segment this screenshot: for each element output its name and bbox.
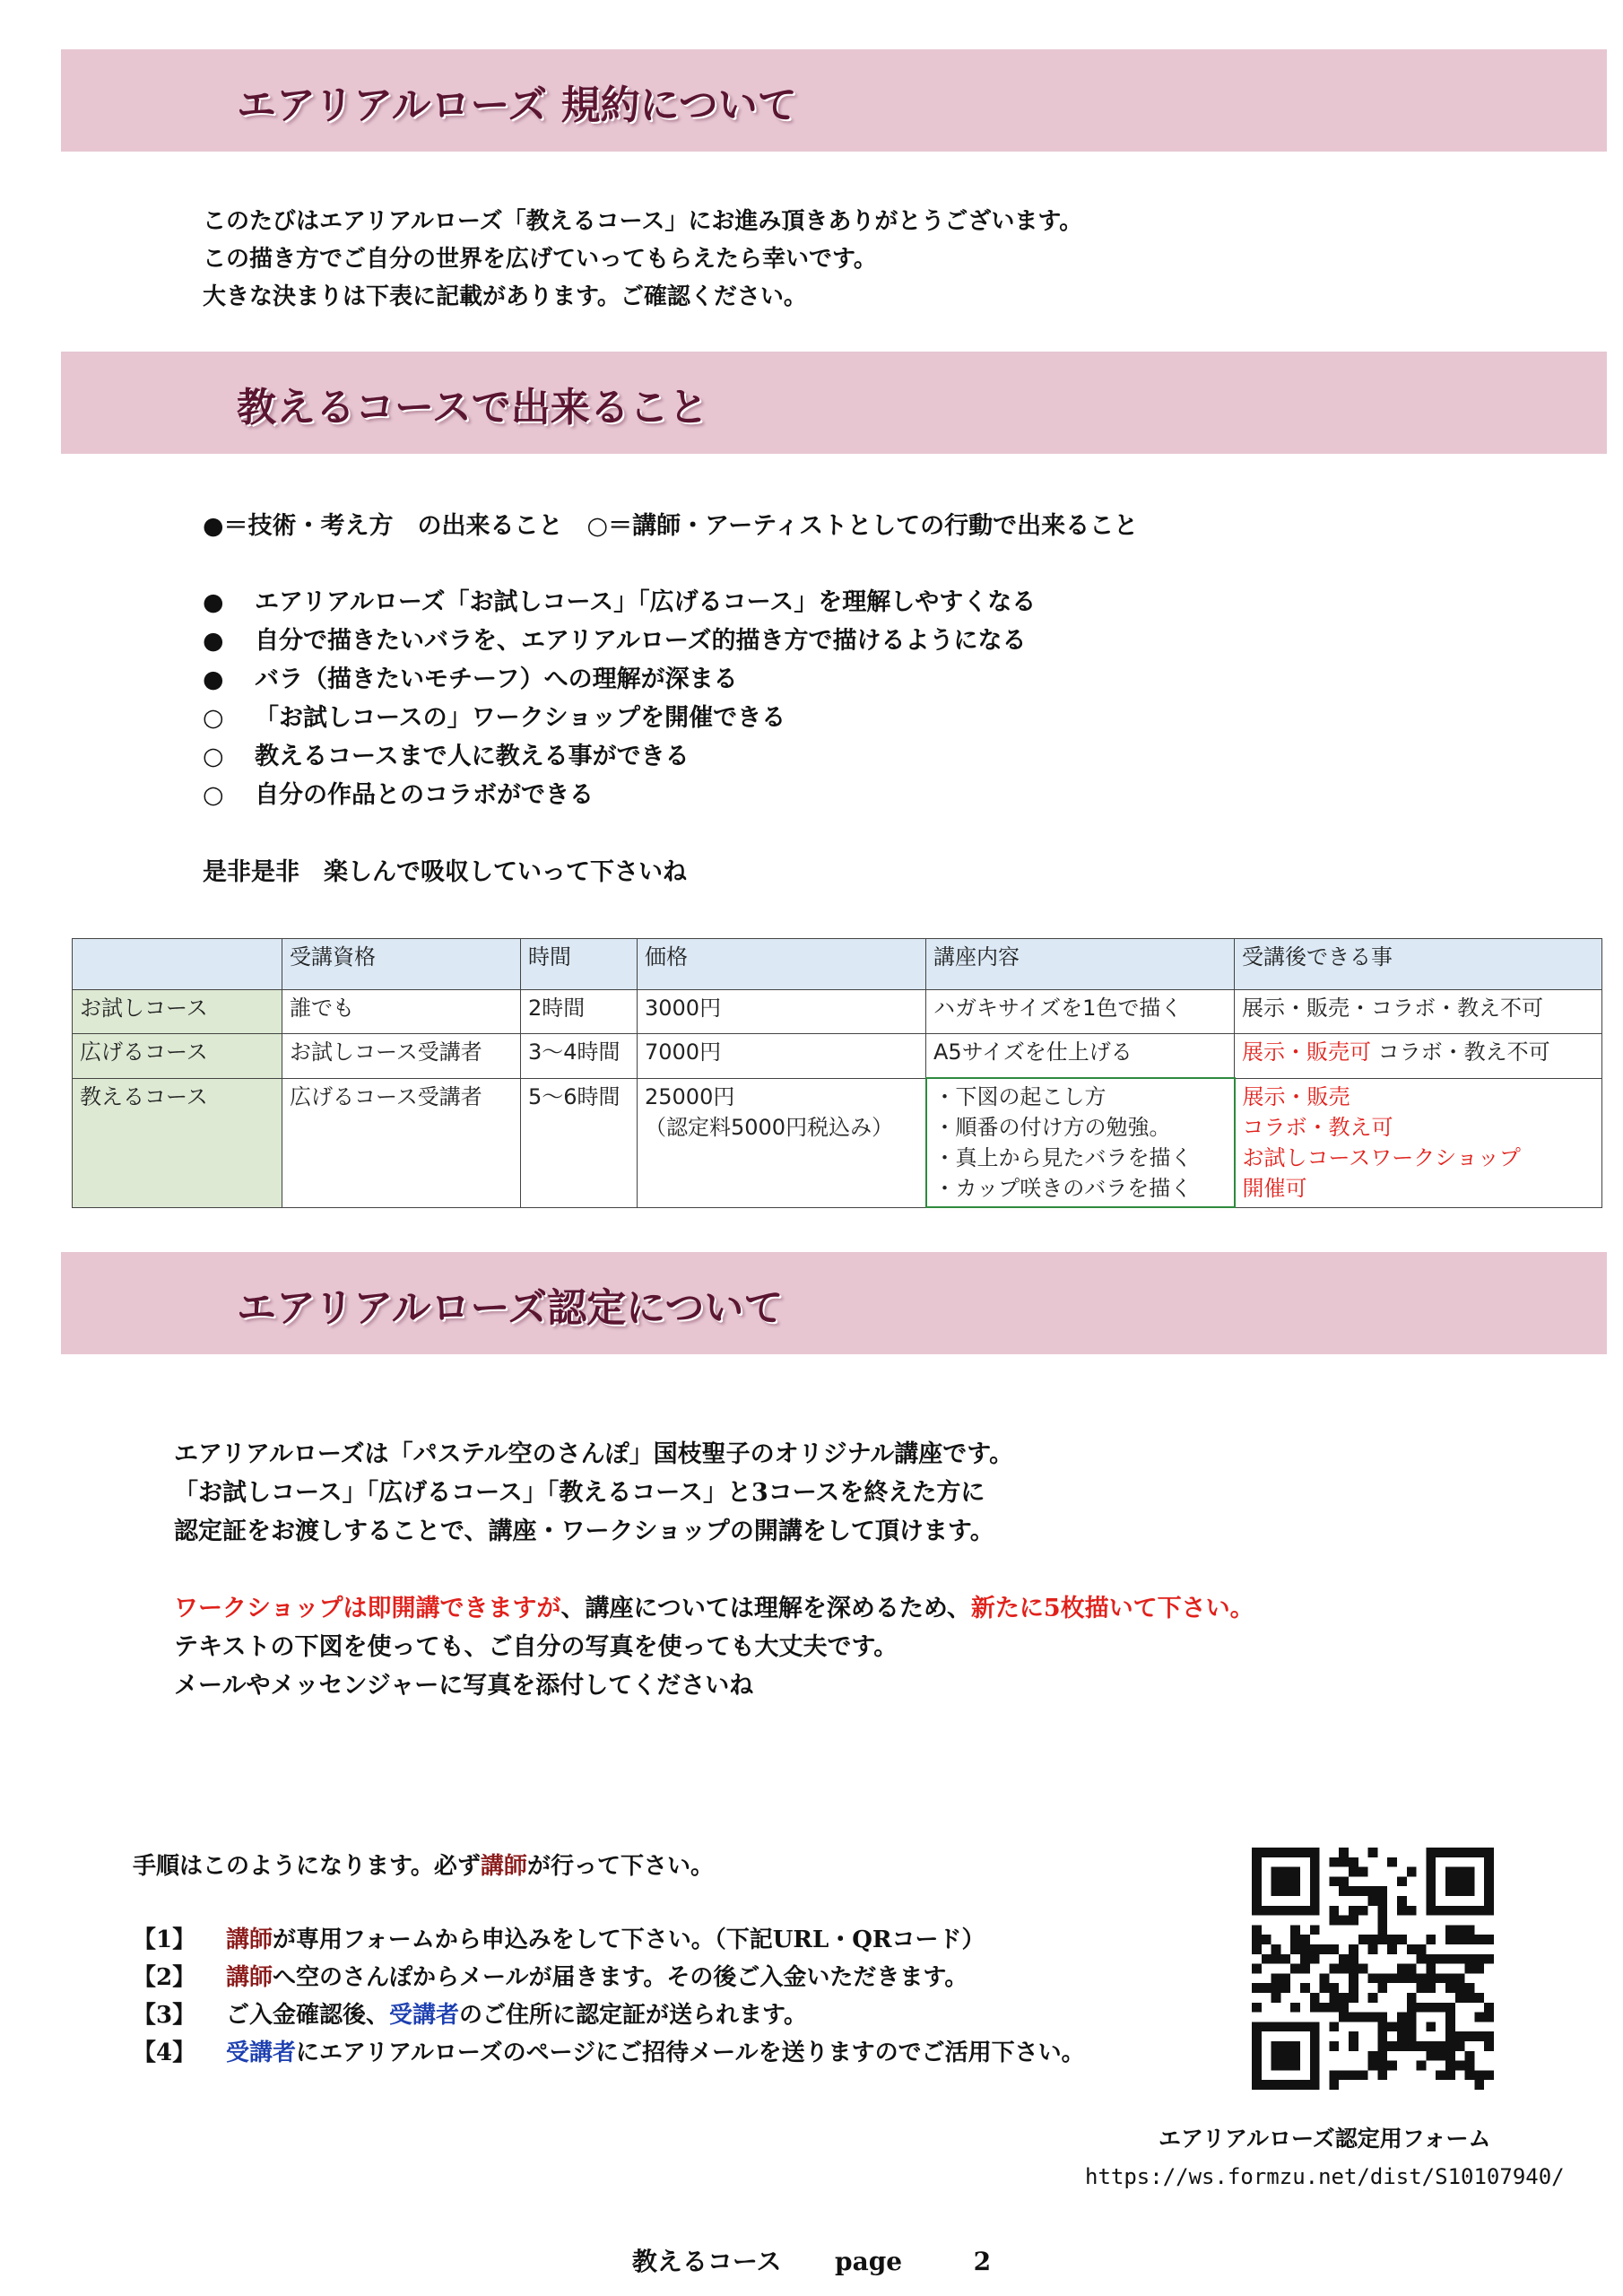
section-title: エアリアルローズ認定について (237, 1285, 784, 1331)
bullet-mark: ● (203, 665, 224, 693)
content-line: ・順番の付け方の勉強。 (933, 1115, 1171, 1140)
table-header-cell: 講座内容 (926, 939, 1235, 990)
procedure-intro-highlight: 講師 (480, 1853, 527, 1880)
time-cell: 2時間 (521, 990, 638, 1034)
table-header-cell: 受講後できる事 (1235, 939, 1602, 990)
step-highlight: 受講者 (389, 2002, 460, 2029)
course-name-cell: お試しコース (73, 990, 282, 1034)
section-header-benefits (61, 352, 1607, 454)
price-value: 25000円 (645, 1083, 735, 1109)
after-line: お試しコースワークショップ (1242, 1144, 1521, 1170)
table-row (73, 1034, 1602, 1079)
bullet-mark: ○ (203, 743, 224, 770)
qr-code-icon[interactable] (1252, 1848, 1494, 2090)
course-name-cell: 教えるコース (73, 1078, 282, 1207)
step-highlight: 講師 (226, 1926, 273, 1953)
procedure-step (133, 2034, 1085, 2072)
notice-black: 、講座については理解を深めるため、 (560, 1595, 971, 1622)
course-name-cell: 広げるコース (73, 1034, 282, 1079)
content-line: ・カップ咲きのバラを描く (933, 1176, 1193, 1201)
cert-line: 「お試しコース」「広げるコース」「教えるコース」と3コースを終えた方に (174, 1479, 985, 1507)
after-allowed-text: 展示・販売可 (1242, 1039, 1371, 1065)
list-item (203, 776, 1036, 814)
content-cell: ハガキサイズを1色で描く (926, 990, 1235, 1034)
qualification-cell: 誰でも (282, 990, 521, 1034)
table-row (73, 1078, 1602, 1207)
after-line: 開催可 (1242, 1175, 1307, 1201)
table-header-cell: 受講資格 (282, 939, 521, 990)
list-item-text: 自分で描きたいバラを、エアリアルローズ的描き方で描けるようになる (255, 627, 1027, 655)
table-header-cell: 時間 (521, 939, 638, 990)
page-footer (0, 2242, 1623, 2278)
intro-line: この描き方でご自分の世界を広げていってもらえたら幸いです。 (203, 246, 877, 273)
content-line: ・下図の起こし方 (933, 1084, 1107, 1109)
footer-page-number: 2 (973, 2247, 992, 2276)
cert-line: テキストの下図を使っても、ご自分の写真を使っても大丈夫です。 (174, 1633, 898, 1661)
time-cell: 5〜6時間 (521, 1078, 638, 1207)
procedure-intro (133, 1848, 714, 1885)
cert-line: エアリアルローズは「パステル空のさんぽ」国枝聖子のオリジナル講座です。 (174, 1440, 1014, 1468)
after-line: 展示・販売 (1242, 1083, 1350, 1109)
table-header-cell: 価格 (638, 939, 926, 990)
after-cell (1235, 1078, 1602, 1207)
procedure-step (133, 1996, 1085, 2034)
section-header-certification (61, 1252, 1607, 1354)
section-title: 教えるコースで出来ること (237, 385, 708, 430)
list-item-text: 「お試しコースの」ワークショップを開催できる (255, 704, 786, 732)
procedure-step (133, 1959, 1085, 1996)
step-text: にエアリアルローズのページにご招待メールを送りますのでご活用下さい。 (296, 2039, 1085, 2066)
step-highlight: 講師 (226, 1964, 273, 1991)
step-number: 【4】 (133, 2039, 196, 2066)
price-cell (638, 1078, 926, 1207)
form-label: エアリアルローズ認定用フォーム (1159, 2126, 1491, 2152)
list-item (203, 583, 1036, 622)
content-cell: A5サイズを仕上げる (926, 1034, 1235, 1079)
bullet-mark: ○ (203, 781, 224, 809)
bullet-mark: ○ (203, 704, 224, 732)
intro-line: このたびはエアリアルローズ「教えるコース」にお進み頂きありがとうございます。 (203, 208, 1083, 235)
after-cell (1235, 1034, 1602, 1079)
section-title: エアリアルローズ 規約について (237, 83, 797, 128)
procedure-steps (133, 1921, 1085, 2072)
step-number: 【2】 (133, 1964, 196, 1991)
step-number: 【1】 (133, 1926, 196, 1953)
cert-line: メールやメッセンジャーに写真を添付してくださいね (174, 1672, 754, 1700)
qualification-cell: お試しコース受講者 (282, 1034, 521, 1079)
cert-notice-line (174, 1589, 1254, 1628)
form-url-link[interactable]: https://ws.formzu.net/dist/S10107940/ (1085, 2164, 1565, 2189)
certification-paragraph (174, 1435, 1254, 1705)
price-note: （認定料5000円税込み） (645, 1114, 894, 1140)
list-item (203, 660, 1036, 699)
price-cell: 7000円 (638, 1034, 926, 1079)
content-line: ・真上から見たバラを描く (933, 1145, 1193, 1170)
time-cell: 3〜4時間 (521, 1034, 638, 1079)
list-item (203, 737, 1036, 776)
step-text: へ空のさんぽからメールが届きます。その後ご入金いただきます。 (273, 1964, 968, 1991)
list-item-text: 教えるコースまで人に教える事ができる (255, 743, 690, 770)
table-row (73, 990, 1602, 1034)
procedure-intro-text: 手順はこのようになります。必ず (133, 1853, 481, 1880)
bullet-mark: ● (203, 588, 224, 616)
intro-paragraph (203, 203, 1082, 316)
table-header-cell (73, 939, 282, 990)
list-item (203, 699, 1036, 737)
cert-line: 認定証をお渡しすることで、講座・ワークショップの開講をして頂けます。 (174, 1518, 994, 1545)
content-cell (926, 1078, 1235, 1207)
footer-page-label: page (835, 2247, 903, 2276)
list-item-text: 自分の作品とのコラボができる (255, 781, 594, 809)
step-text: のご住所に認定証が送られます。 (459, 2002, 807, 2029)
course-table (72, 938, 1602, 1208)
price-cell: 3000円 (638, 990, 926, 1034)
step-text: ご入金確認後、 (226, 2002, 390, 2029)
notice-red-a: ワークショップは即開講できますが (174, 1595, 561, 1622)
list-item-text: バラ（描きたいモチーフ）への理解が深まる (255, 665, 738, 693)
table-header-row (73, 939, 1602, 990)
footer-course: 教えるコース (631, 2247, 782, 2276)
after-cell: 展示・販売・コラボ・教え不可 (1235, 990, 1602, 1034)
bullet-mark: ● (203, 627, 224, 655)
procedure-step (133, 1921, 1085, 1959)
legend-line: ●＝技術・考え方 の出来ること ○＝講師・アーティストとしての行動で出来ること (203, 512, 1139, 540)
step-text: が専用フォームから申込みをして下さい。（下記URL・QRコード） (273, 1926, 985, 1953)
after-restricted-text: コラボ・教え不可 (1371, 1039, 1550, 1065)
list-item-text: エアリアルローズ「お試しコース」「広げるコース」を理解しやすくなる (255, 588, 1037, 616)
intro-line: 大きな決まりは下表に記載があります。ご確認ください。 (203, 283, 807, 310)
list-item (203, 622, 1036, 660)
form-link-block (1085, 2120, 1565, 2196)
after-line: コラボ・教え可 (1242, 1114, 1393, 1140)
qualification-cell: 広げるコース受講者 (282, 1078, 521, 1207)
procedure-intro-text: が行って下さい。 (526, 1853, 714, 1880)
section-header-terms (61, 49, 1607, 152)
notice-red-c: 新たに5枚描いて下さい。 (970, 1595, 1254, 1622)
benefit-list (203, 583, 1036, 814)
closing-line: 是非是非 楽しんで吸収していって下さいね (203, 858, 687, 886)
step-number: 【3】 (133, 2002, 196, 2029)
step-highlight: 受講者 (226, 2039, 297, 2066)
